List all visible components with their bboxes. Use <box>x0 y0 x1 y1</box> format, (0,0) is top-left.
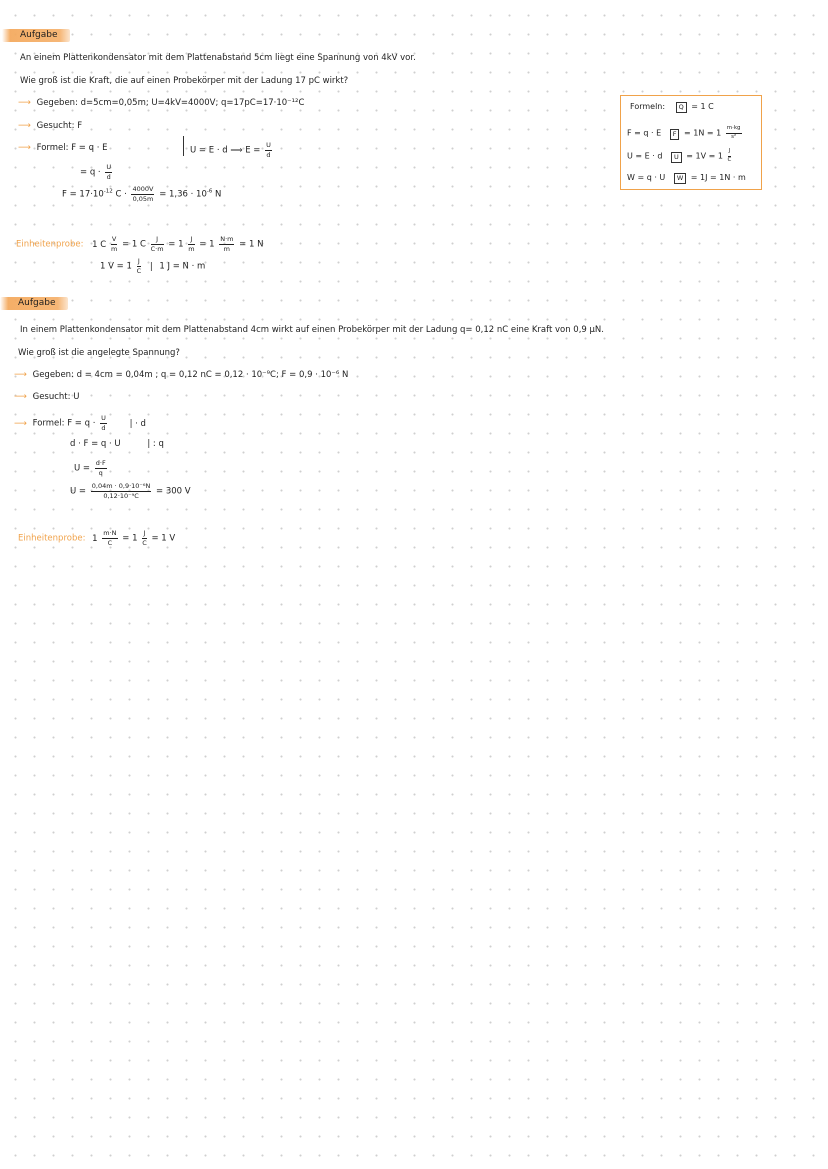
fraction-den: d <box>101 423 106 432</box>
fraction-den: d <box>266 150 271 159</box>
calc-result-unit: N <box>215 189 222 200</box>
fraction-num: m·N <box>103 529 117 537</box>
sought-value: F <box>77 121 83 131</box>
calc-exponent: -12 <box>103 188 113 195</box>
fraction <box>151 236 164 252</box>
sought-value: U <box>73 392 80 402</box>
side-formula-text: U = E · d ⟹ E = <box>190 145 261 156</box>
given-label: Gegeben: <box>36 98 78 108</box>
fraction <box>142 530 147 546</box>
task1-units-check <box>16 236 263 252</box>
task2-line1: In einem Plattenkondensator mit dem Plattenabstand 4cm wirkt auf einen Probekörper mit der Ladung q= 0,12 nC eine Kraft von 0,9 μN. <box>20 325 604 335</box>
calc-prefix: F = 17·10 <box>62 189 104 200</box>
formula-box-title: Formeln: <box>630 102 666 111</box>
arrow-right-icon: ⟶ <box>18 121 31 131</box>
formula-box-row-3 <box>627 173 746 184</box>
fraction-den: m <box>223 244 230 253</box>
task2-heading: Aufgabe <box>0 297 68 310</box>
sought-label: Gesucht: <box>36 121 75 131</box>
given-label: Gegeben: <box>32 370 74 380</box>
fraction-den: q <box>98 468 103 477</box>
formula-label: Formel: <box>36 143 69 153</box>
fraction-den: C <box>136 266 142 275</box>
units-check-label: Einheitenprobe: <box>16 239 84 250</box>
units-term: 1 V = 1 <box>100 261 132 272</box>
formula-2-text: = q · <box>80 167 101 178</box>
fraction-num: U <box>106 163 112 171</box>
fraction <box>265 142 272 158</box>
formula-1: F = q · <box>67 418 96 429</box>
fraction-num: J <box>188 236 194 245</box>
task2-sought-row <box>14 393 79 402</box>
step-text: U = <box>74 463 91 474</box>
unit-bracket: W <box>674 173 686 184</box>
task1-line1: An einem Plattenkondensator mit dem Plattenabstand 5cm liegt eine Spannung von 4kV vor. <box>20 53 416 63</box>
arrow-right-icon: ⟶ <box>14 370 27 380</box>
calc-result: = 1,36 · 10 <box>159 189 207 200</box>
arrow-right-icon: ⟶ <box>18 143 31 153</box>
fraction <box>105 164 112 180</box>
fraction-den: 0,12·10⁻⁹C <box>103 491 139 500</box>
units-term: = 1 N <box>239 239 264 250</box>
units-term: = 1 V <box>151 533 176 544</box>
fraction-num: J <box>143 529 146 537</box>
task1-units-check-2: 1 V = 1 $\frac{J}{C}$ | 1 J = N · m <box>100 257 206 275</box>
given-value: d = 4cm = 0,04m ; q = 0,12 nC = 0,12 · 10⁻⁹C; F = 0,9 · 10⁻⁶ N <box>76 370 349 380</box>
units-check-label: Einheitenprobe: <box>18 533 86 544</box>
units-term: 1 J = N · m <box>159 261 206 272</box>
fraction-den: d <box>106 172 111 181</box>
task1-calculation <box>62 186 221 202</box>
fraction-den: m <box>188 244 195 253</box>
fraction-den: C <box>107 538 113 547</box>
units-term: = 1 <box>122 533 138 544</box>
units-term: = 1 <box>199 239 215 250</box>
fraction-num: N·m <box>220 235 234 243</box>
units-term: = 1 C <box>122 239 146 250</box>
task1-line2: Wie groß ist die Kraft, die auf einen Probekörper mit der Ladung 17 pC wirkt? <box>20 76 349 86</box>
sought-label: Gesucht: <box>32 392 71 402</box>
arrow-right-icon: ⟶ <box>14 392 27 402</box>
task2-units-check <box>18 530 175 546</box>
unit-bracket: Q <box>676 102 687 113</box>
formula-1: F = q · E <box>71 143 108 153</box>
formula-box-row-1 <box>627 126 744 140</box>
fraction-num: J <box>151 236 164 245</box>
fraction-num: 0,04m · 0,9·10⁻⁶N <box>91 482 151 490</box>
formula-box-row-2 <box>627 149 733 163</box>
fraction <box>137 258 142 274</box>
fraction-den: m <box>110 244 118 253</box>
fraction-den: s² <box>731 133 737 140</box>
formula-box <box>620 95 762 190</box>
fraction <box>95 460 107 476</box>
unit-bracket: U <box>671 152 682 163</box>
calc-unit: C · <box>115 189 127 200</box>
fraction-num: U <box>266 141 271 149</box>
fraction <box>728 149 732 163</box>
task2-formula-row <box>14 415 146 431</box>
task2-step-3 <box>74 460 109 476</box>
fraction-den: C <box>142 538 147 547</box>
given-value: d=5cm=0,05m; U=4kV=4000V; q=17pC=17·10⁻¹²C <box>80 98 305 108</box>
operation: | : q <box>147 439 164 449</box>
units-term: 1 <box>92 533 98 544</box>
fraction <box>111 236 117 252</box>
formula-label: Formel: <box>32 418 65 429</box>
unit-eq: = 1N = 1 <box>684 128 722 138</box>
task1-sought-row <box>18 122 82 131</box>
task2-given-row <box>14 371 348 380</box>
fraction <box>91 483 152 499</box>
fraction <box>102 530 117 546</box>
fraction-num: J <box>728 149 732 157</box>
arrow-right-icon: ⟶ <box>14 418 27 429</box>
task1-formula-2 <box>80 164 114 180</box>
formula-box-title-row <box>630 102 714 113</box>
divider-line <box>183 136 184 156</box>
units-term: = 1 <box>168 239 184 250</box>
fraction-num: V <box>111 235 117 243</box>
fraction-num: U <box>101 414 106 422</box>
fraction <box>188 236 194 252</box>
fraction-num: J <box>137 257 140 265</box>
unit-bracket: F <box>670 129 680 140</box>
calc-result-exponent: -6 <box>206 188 213 195</box>
step-text: d · F = q · U <box>70 439 121 449</box>
formula: W = q · U <box>627 173 666 182</box>
fraction-den: C <box>727 156 732 163</box>
fraction <box>726 126 742 140</box>
task1-heading: Aufgabe <box>2 29 70 42</box>
step-text: U = <box>70 486 87 497</box>
fraction <box>219 236 234 252</box>
fraction-num: m·kg <box>726 126 742 134</box>
result: = 300 V <box>156 486 191 497</box>
task2-step-4 <box>70 483 191 499</box>
fraction-den: 0,05m <box>132 194 154 203</box>
fraction-num: d·F <box>95 459 106 467</box>
fraction <box>131 186 154 202</box>
arrow-right-icon: ⟶ <box>18 98 31 108</box>
task1-given-row <box>18 99 304 108</box>
unit-eq: = 1J = 1N · m <box>690 173 746 182</box>
task2-step-2 <box>70 440 164 449</box>
task2-line2: Wie groß ist die angelegte Spannung? <box>18 348 180 358</box>
fraction-den: C·m <box>150 244 164 253</box>
unit-eq: = 1V = 1 <box>686 151 723 161</box>
formula: U = E · d <box>627 151 663 161</box>
operation: | · d <box>129 418 146 429</box>
unit-eq: = 1 C <box>691 102 714 111</box>
fraction <box>100 415 107 431</box>
formula: F = q · E <box>627 128 662 138</box>
fraction-num: 4000V <box>132 185 154 193</box>
units-term: 1 C <box>92 239 107 250</box>
task1-side-formula <box>190 142 274 158</box>
task1-formula-row <box>18 144 107 153</box>
